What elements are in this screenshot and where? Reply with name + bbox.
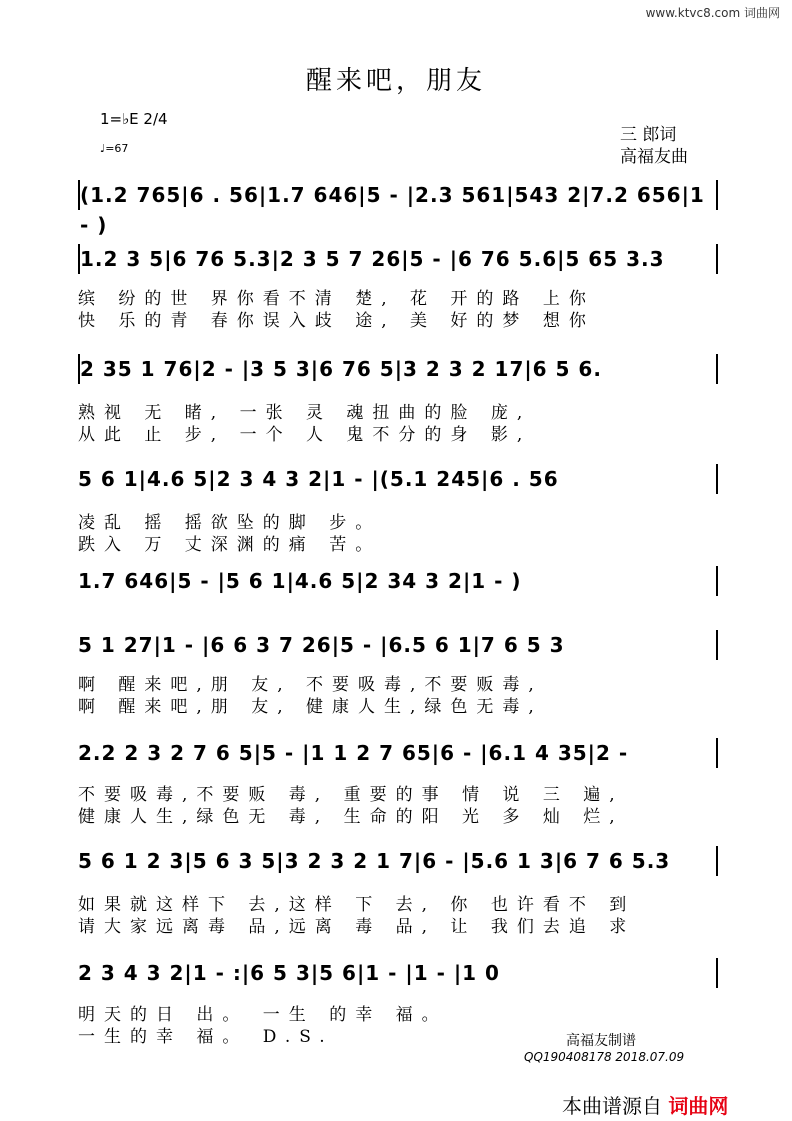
barline bbox=[716, 630, 718, 660]
barline bbox=[716, 738, 718, 768]
lyric-verse-2: 健康人生,绿色无 毒, 生命的阳 光 多 灿 烂, bbox=[78, 807, 624, 827]
credits bbox=[620, 124, 688, 168]
lyric-verse-1: 缤 纷的世 界你看不清 楚, 花 开的路 上你 bbox=[78, 289, 595, 309]
notation-line: 2 35 1 76|2 - |3 5 3|6 76 5|3 2 3 2 17|6 5 6. bbox=[78, 354, 720, 384]
lyric-verse-2: 从此 止 步, 一个 人 鬼不分的身 影, bbox=[78, 425, 532, 445]
barline bbox=[716, 244, 718, 274]
score-maker: 高福友制谱 bbox=[566, 1033, 636, 1049]
lyric-verse-2: 跌入 万 丈深渊的痛 苦。 bbox=[78, 535, 382, 555]
final-barline bbox=[716, 958, 718, 988]
lyric-verse-1: 明天的日 出。 一生 的幸 福。 bbox=[78, 1005, 448, 1025]
notation-line: 1.2 3 5|6 76 5.3|2 3 5 7 26|5 - |6 76 5.6|5 65 3.3 bbox=[78, 244, 720, 274]
lyric-verse-2: 一生的幸 福。 D.S. bbox=[78, 1027, 334, 1047]
barline bbox=[716, 846, 718, 876]
lyric-verse-1: 啊 醒来吧,朋 友, 不要吸毒,不要贩毒, bbox=[78, 675, 543, 695]
notation-line: 5 1 27|1 - |6 6 3 7 26|5 - |6.5 6 1|7 6 5 3 bbox=[78, 633, 565, 657]
source-watermark[interactable] bbox=[562, 1090, 728, 1119]
lyric-verse-1: 凌乱 摇 摇欲坠的脚 步。 bbox=[78, 513, 382, 533]
barline bbox=[716, 464, 718, 494]
lyric-verse-2: 快 乐的青 春你误入歧 途, 美 好的梦 想你 bbox=[78, 311, 595, 331]
notation-line: 5 6 1 2 3|5 6 3 5|3 2 3 2 1 7|6 - |5.6 1 3|6 7 6 5.3 bbox=[78, 849, 671, 873]
notation-line: 2 3 4 3 2|1 - :|6 5 3|5 6|1 - |1 - |1 0 bbox=[78, 961, 500, 985]
notation-line: (1.2 765|6 . 56|1.7 646|5 - |2.3 561|543 2|7.2 656|1 - ) bbox=[78, 180, 720, 210]
watermark-brand: 词曲网 bbox=[668, 1094, 729, 1118]
barline bbox=[716, 566, 718, 596]
lyric-verse-1: 不要吸毒,不要贩 毒, 重要的事 情 说 三 遍, bbox=[78, 785, 624, 805]
notation-line: 5 6 1|4.6 5|2 3 4 3 2|1 - |(5.1 245|6 . 56 bbox=[78, 467, 559, 491]
lyric-verse-2: 请大家远离毒 品,远离 毒 品, 让 我们去追 求 bbox=[78, 917, 636, 937]
watermark-prefix: 本曲谱源自 bbox=[562, 1094, 662, 1118]
contact-date: QQ190408178 2018.07.09 bbox=[524, 1050, 685, 1064]
key-signature: 1=♭E 2/4 bbox=[100, 110, 168, 128]
lyric-verse-1: 如果就这样下 去,这样 下 去, 你 也许看不 到 bbox=[78, 895, 636, 915]
barline bbox=[716, 354, 718, 384]
page-title: 醒来吧，朋友 bbox=[305, 66, 486, 96]
site-url[interactable]: www.ktvc8.com 词曲网 bbox=[645, 6, 780, 20]
lyric-verse-2: 啊 醒来吧,朋 友, 健康人生,绿色无毒, bbox=[78, 697, 543, 717]
notation-line: 1.7 646|5 - |5 6 1|4.6 5|2 34 3 2|1 - ) bbox=[78, 569, 522, 593]
lyricist-credit: 三 郎词 bbox=[620, 125, 677, 145]
notation-line: 2.2 2 3 2 7 6 5|5 - |1 1 2 7 65|6 - |6.1 4 35|2 - bbox=[78, 741, 629, 765]
barline bbox=[716, 180, 718, 210]
tempo-marking: ♩=67 bbox=[100, 142, 129, 155]
lyric-verse-1: 熟视 无 睹, 一张 灵 魂扭曲的脸 庞, bbox=[78, 403, 532, 423]
composer-credit: 高福友曲 bbox=[620, 147, 688, 167]
